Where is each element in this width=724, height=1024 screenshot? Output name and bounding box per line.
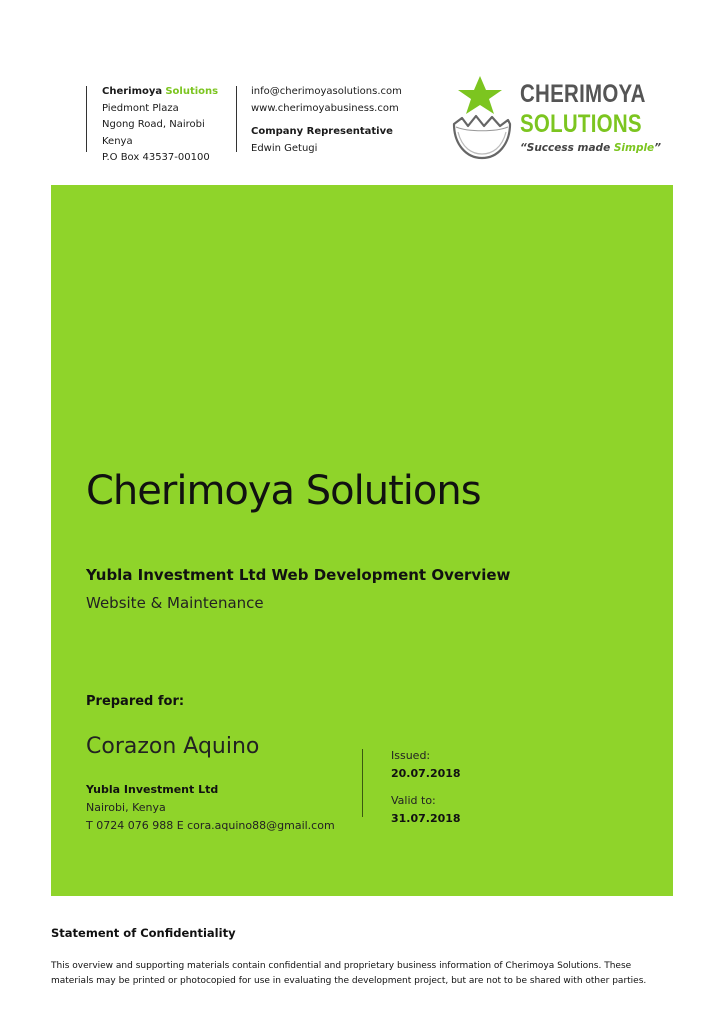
company-name: Cherimoya Solutions xyxy=(102,86,219,97)
client-name: Corazon Aquino xyxy=(86,734,260,759)
logo-name-line2: SOLUTIONS xyxy=(520,110,642,138)
prepared-for-label: Prepared for: xyxy=(86,694,185,709)
address-line-4: P.O Box 43537-00100 xyxy=(102,152,210,163)
address-line-3: Kenya xyxy=(102,135,133,147)
document-title: Cherimoya Solutions xyxy=(86,468,481,514)
header-divider-left xyxy=(86,86,87,152)
company-contact-block xyxy=(251,84,402,157)
star-and-cracked-egg-icon xyxy=(448,72,518,167)
cover-panel xyxy=(51,185,673,896)
confidentiality-heading: Statement of Confidentiality xyxy=(51,926,236,940)
header-divider-mid xyxy=(236,86,237,152)
client-location: Nairobi, Kenya xyxy=(86,801,166,814)
address-line-1: Piedmont Plaza xyxy=(102,102,179,114)
address-line-2: Ngong Road, Nairobi xyxy=(102,119,205,130)
confidentiality-body: This overview and supporting materials contain confidential and proprietary business information of Cherimoya Solutions. These materials may be printed or photocopied for use in evaluating the development project, but are not to be shared with other parties. xyxy=(51,961,647,986)
client-company: Yubla Investment Ltd xyxy=(86,783,219,796)
rep-label: Company Representative xyxy=(251,126,393,137)
valid-label: Valid to: xyxy=(391,794,436,807)
company-website[interactable]: www.cherimoyabusiness.com xyxy=(251,102,399,114)
logo-tagline: “Success made Simple” xyxy=(520,142,661,154)
issued-label: Issued: xyxy=(391,749,431,762)
company-address-block xyxy=(102,84,218,167)
client-contact: T 0724 076 988 E cora.aquino88@gmail.com xyxy=(86,819,335,832)
valid-date: 31.07.2018 xyxy=(391,812,461,825)
rep-name: Edwin Getugi xyxy=(251,142,318,154)
logo-name-line1: CHERIMOYA xyxy=(520,80,646,108)
dates-divider xyxy=(362,749,363,817)
company-logo xyxy=(448,72,661,167)
document-subtitle: Yubla Investment Ltd Web Development Overview xyxy=(86,566,511,584)
issued-date: 20.07.2018 xyxy=(391,767,461,780)
company-email[interactable]: info@cherimoyasolutions.com xyxy=(251,86,402,97)
document-subtitle-secondary: Website & Maintenance xyxy=(86,594,264,612)
